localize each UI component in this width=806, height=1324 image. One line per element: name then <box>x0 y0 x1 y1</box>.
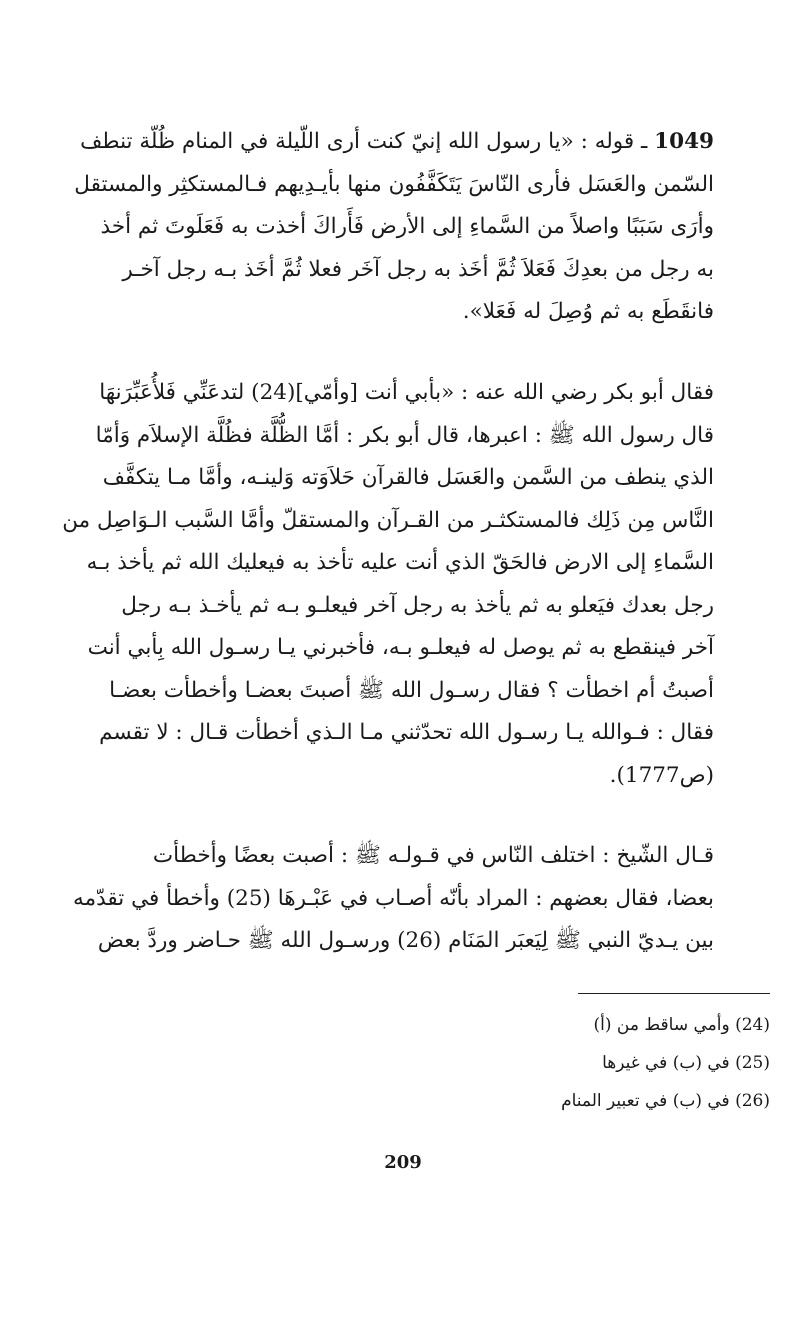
footnote-25: (25) في (ب) في غيرها <box>602 1053 770 1073</box>
text-line: بين يـديّ النبي ﷺ لِيَعبَر المَنَام (26) ورسـول الله ﷺ حـاضر وردَّ بعض <box>97 928 714 953</box>
page-number: 209 <box>384 1152 422 1173</box>
text-line: السّمن والعَسَل فأرى النّاسَ يَتَكَفَّفُون منها بأيـدِيهم فـالمستكثِر والمستقل <box>74 171 714 197</box>
text-line: قـال الشّيخ : اختلف النّاس في قـولـه ﷺ : أصبت بعضًا وأخطأت <box>152 843 714 868</box>
footnote-divider <box>578 993 770 994</box>
text-line: فقال أبو بكر رضي الله عنه : «بأبي أنت [وأمّي](24) لتدعَنِّي فَلأُعَبِّرَنهَا <box>99 380 714 405</box>
footnotes <box>370 1006 770 1120</box>
entry-number: 1049 <box>654 129 714 154</box>
text-line: السَّماءِ إلى الارض فالحَقّ الذي أنت عليه تأخذ به فيعليك الله ثم يأخذ بـه <box>86 550 714 575</box>
text-line: (ص1777). <box>609 762 714 788</box>
text-line: به رجل من بعدِكَ فَعَلاَ ثُمَّ أخَذ به رجل آخَر فعلا ثُمَّ أخَذ بـه رجل آخـر <box>122 256 714 282</box>
text-line: فانقَطَع به ثم وُصِلَ له فَعَلا». <box>462 299 714 324</box>
text-line: رجل بعدك فيَعلو به ثم يأخذ به رجل آخر فيعلـو بـه ثم يأخـذ بـه رجل <box>121 592 714 618</box>
text-line: فقال : فـوالله يـا رسـول الله تحدّثني مـا الـذي أخطأت قـال : لا تقسم <box>99 720 714 745</box>
text-line: آخر فينقطع به ثم يوصل له فيعلـو بـه، فأخبرني يـا رسـول الله بِأبي أنت <box>87 635 714 660</box>
text-line: بعضا، فقال بعضهم : المراد بأنّه أصـاب في عَبْـرهَا (25) وأخطأ في تقدّمه <box>73 885 714 911</box>
text-line: أصبتُ أم اخطأت ؟ فقال رسـول الله ﷺ أصبتَ بعضـا وأخطأت بعضـا <box>109 677 714 703</box>
text-line: وأرَى سَبَبًا واصلاً من السَّماءِ إلى الأرض فَأَراكَ أخذت به فَعَلَوتَ ثم أخذ <box>100 214 714 239</box>
footnote-24: (24) وأمي ساقط من (أ) <box>593 1015 770 1035</box>
paragraph-1049 <box>74 121 714 334</box>
text-line: الذي ينطف من السَّمن والعَسَل فالقرآن حَلاَوَته وَلينـه، وأمَّا مـا يتكفَّف <box>102 465 714 490</box>
footnote-26: (26) في (ب) في تعبير المنام <box>561 1091 770 1111</box>
paragraph-sheikh <box>73 835 714 963</box>
text-line: 1049 ـ قوله : «يا رسول الله إنيّ كنت أرى اللّيلة في المنام ظُلّة تنطف <box>80 129 714 154</box>
text-line: قال رسول الله ﷺ : اعبرها، قال أبو بكر : أمَّا الظُّلَّة فظُلَّة الإسلاَم وَأمّا <box>95 422 714 448</box>
text-line: النَّاس مِن ذَلِك فالمستكثـر من القـرآن والمستقلّ وأمَّا السَّبب الـوَاصِل من <box>62 507 714 533</box>
paragraph-abu-bakr <box>62 372 714 797</box>
